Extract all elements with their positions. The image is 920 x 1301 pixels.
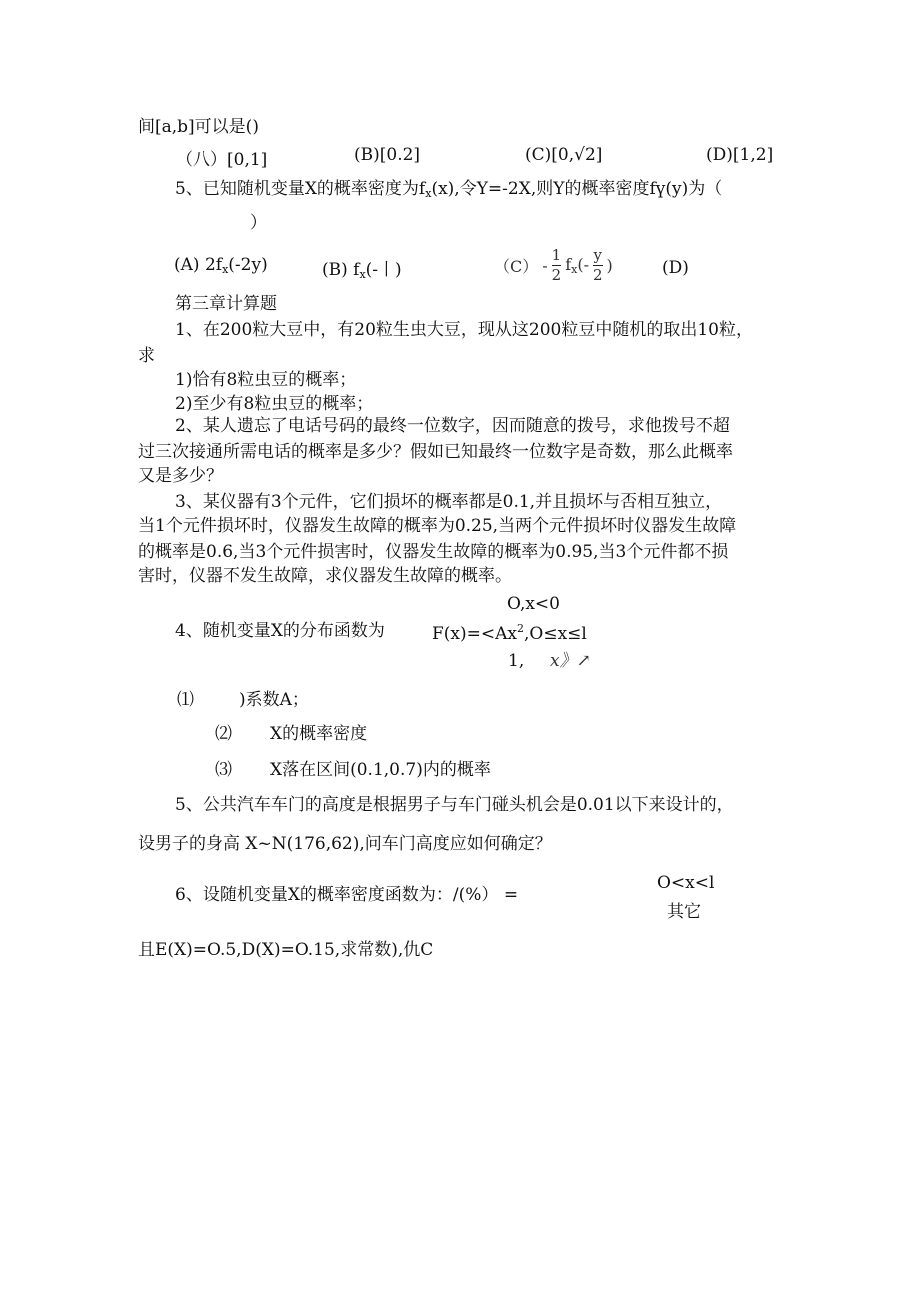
p4-formula bbox=[432, 623, 587, 643]
p6-lead: 6、设随机变量X的概率密度函数为：/(%） = bbox=[175, 885, 519, 905]
option-c: (C)[0,√2] bbox=[525, 145, 603, 165]
p4-formula-pre: F(x)=<Ax bbox=[432, 624, 517, 644]
q5-stem-sub: x bbox=[425, 187, 432, 200]
question-tail: 间[a,b]可以是() bbox=[138, 117, 259, 137]
q5-frac2-num: y bbox=[593, 246, 603, 264]
p4-case-bottom-a: 1, bbox=[508, 651, 525, 671]
p4-lead: 4、随机变量X的分布函数为 bbox=[175, 621, 385, 641]
q5-option-a-sub: x bbox=[222, 263, 229, 276]
p5-line2: 设男子的身高 X~N(176,62),问车门高度应如何确定？ bbox=[138, 834, 552, 854]
p2-line1: 2、某人遗忘了电话号码的最终一位数字，因而随意的拨号，求他拨号不超 bbox=[175, 416, 730, 436]
option-b: (B)[0.2] bbox=[354, 145, 421, 165]
p3-line1: 3、某仪器有3个元件，它们损坏的概率都是0.1,并且损坏与否相互独立， bbox=[175, 492, 723, 512]
p4-item3-text: X落在区间(0.1,0.7)内的概率 bbox=[270, 760, 491, 780]
p2-line3: 又是多少？ bbox=[138, 466, 223, 486]
option-a: （八）[0,1] bbox=[176, 150, 268, 170]
q5-option-c-close: ) bbox=[606, 255, 613, 275]
p6-tail: 且E(X)=O.5,D(X)=O.15,求常数),仇C bbox=[138, 940, 434, 960]
q5-stem bbox=[175, 181, 722, 199]
p6-case-bottom: 其它 bbox=[667, 902, 701, 922]
p1-sub2: 2)至少有8粒虫豆的概率； bbox=[175, 394, 374, 414]
p5-line1: 5、公共汽车车门的高度是根据男子与车门碰头机会是0.01以下来设计的， bbox=[175, 795, 734, 815]
q5-option-c bbox=[494, 247, 613, 283]
p4-formula-post: ,O≤x≤l bbox=[524, 624, 587, 644]
p4-item1-text: )系数A； bbox=[239, 690, 309, 710]
q5-option-a bbox=[174, 255, 268, 276]
q5-option-a-post: (-2y) bbox=[228, 255, 268, 275]
p4-formula-sup: 2 bbox=[517, 622, 524, 635]
q5-option-c-sign: - bbox=[542, 255, 548, 275]
p3-line2: 当1个元件损坏时，仪器发生故障的概率为0.25,当两个元件损坏时仪器发生故障 bbox=[138, 516, 737, 536]
p6-case-top: O<x<l bbox=[657, 873, 715, 893]
q5-option-c-sub: x bbox=[571, 262, 578, 276]
q5-option-c-f: f bbox=[565, 254, 572, 274]
q5-option-d: (D) bbox=[662, 258, 689, 278]
p4-item3-num: ⑶ bbox=[215, 760, 232, 780]
q5-frac1-den: 2 bbox=[551, 265, 562, 284]
q5-frac1-num: 1 bbox=[551, 246, 562, 264]
p1-sub1: 1)恰有8粒虫豆的概率； bbox=[175, 370, 357, 390]
q5-frac2-den: 2 bbox=[593, 265, 603, 284]
q5-paren-close: ） bbox=[250, 213, 267, 233]
option-d: (D)[1,2] bbox=[706, 145, 774, 165]
q5-option-c-open: (- bbox=[577, 254, 589, 274]
q5-option-b-post: (-丨) bbox=[365, 260, 402, 280]
p4-item1-num: ⑴ bbox=[177, 690, 194, 710]
q5-option-c-frac2 bbox=[593, 247, 603, 283]
p4-case-bottom-b: x》↗ bbox=[550, 651, 591, 671]
q5-option-b bbox=[322, 255, 402, 281]
p4-item2-text: X的概率密度 bbox=[270, 724, 368, 744]
q5-option-b-sub: x bbox=[359, 268, 366, 281]
p1-line2: 求 bbox=[138, 346, 155, 366]
q5-option-c-frac1 bbox=[552, 247, 562, 283]
p1-line1: 1、在200粒大豆中，有20粒生虫大豆，现从这200粒豆中随机的取出10粒， bbox=[175, 320, 753, 340]
p3-line3: 的概率是0.6,当3个元件损害时，仪器发生故障的概率为0.95,当3个元件都不损 bbox=[138, 542, 729, 562]
q5-option-b-pre: (B) f bbox=[322, 260, 360, 280]
q5-option-c-label: （C） bbox=[494, 256, 539, 276]
q5-option-a-pre: (A) 2f bbox=[174, 255, 223, 275]
q5-stem-a: 5、已知随机变量X的概率密度为f bbox=[175, 179, 426, 199]
chapter-heading: 第三章计算题 bbox=[175, 294, 277, 314]
p4-item2-num: ⑵ bbox=[215, 724, 232, 744]
p3-line4: 害时，仪器不发生故障，求仪器发生故障的概率。 bbox=[138, 566, 512, 586]
q5-stem-b: (x),令Y=-2X,则Y的概率密度fү(y)为（ bbox=[431, 179, 723, 199]
p2-line2: 过三次接通所需电话的概率是多少？假如已知最终一位数字是奇数，那么此概率 bbox=[138, 442, 733, 462]
p4-case-top: O,x<0 bbox=[507, 594, 560, 614]
